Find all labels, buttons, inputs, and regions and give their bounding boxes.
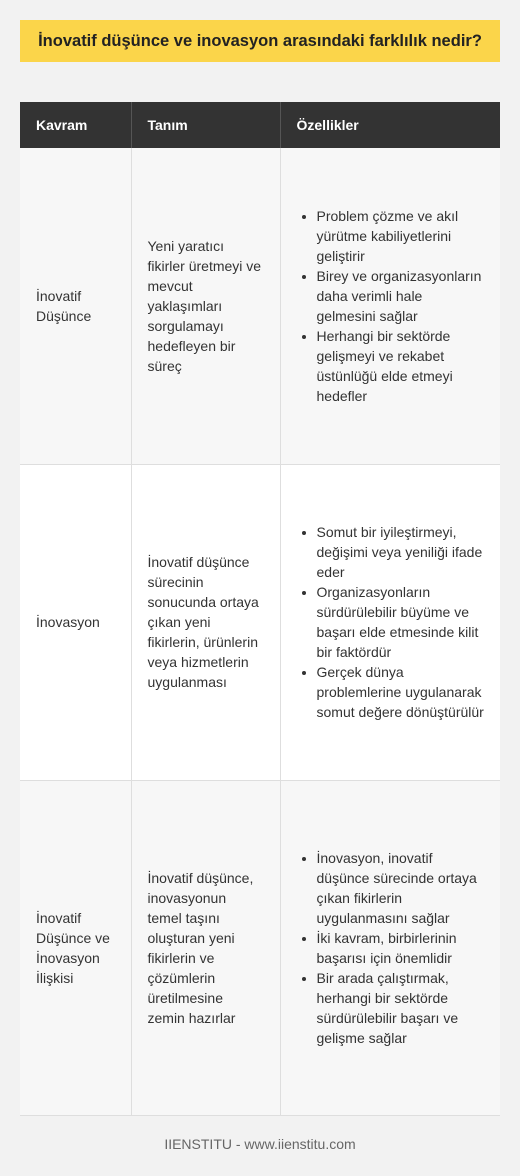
- features-cell: [280, 464, 500, 780]
- list-item: • Birey ve organizasyonların daha verimli hale gelmesini sağlar: [317, 266, 485, 326]
- definition-cell: Yeni yaratıcı fikirler üretmeyi ve mevcut yaklaşımları sorgulamayı hedefleyen bir süreç: [131, 148, 280, 464]
- header-tanim: Tanım: [131, 102, 280, 148]
- features-list: [297, 206, 485, 406]
- list-item: • İnovasyon, inovatif düşünce sürecinde ortaya çıkan fikirlerin uygulanmasını sağlar: [317, 848, 485, 928]
- list-item: • Herhangi bir sektörde gelişmeyi ve rekabet üstünlüğü elde etmeyi hedefler: [317, 326, 485, 406]
- header-kavram: Kavram: [20, 102, 131, 148]
- table-row: [20, 780, 500, 1115]
- features-list: [297, 848, 485, 1048]
- table-header-row: [20, 102, 500, 148]
- table-row: [20, 464, 500, 780]
- page-title: İnovatif düşünce ve inovasyon arasındaki farklılık nedir?: [38, 31, 482, 50]
- table-row: [20, 148, 500, 464]
- features-cell: [280, 148, 500, 464]
- concept-cell: İnovatif Düşünce ve İnovasyon İlişkisi: [20, 780, 131, 1115]
- header-ozellikler: Özellikler: [280, 102, 500, 148]
- footer-credit: IIENSTITU - www.iienstitu.com: [164, 1136, 356, 1152]
- list-item: • Somut bir iyileştirmeyi, değişimi veya yeniliği ifade eder: [317, 522, 485, 582]
- definition-cell: İnovatif düşünce, inovasyonun temel taşını oluşturan yeni fikirlerin ve çözümlerin üretilmesine zemin hazırlar: [131, 780, 280, 1115]
- list-item: • Gerçek dünya problemlerine uygulanarak somut değere dönüştürülür: [317, 662, 485, 722]
- comparison-table: [20, 102, 500, 1116]
- definition-cell: İnovatif düşünce sürecinin sonucunda ortaya çıkan yeni fikirlerin, ürünlerin veya hizmetlerin uygulanması: [131, 464, 280, 780]
- concept-cell: İnovatif Düşünce: [20, 148, 131, 464]
- features-list: [297, 522, 485, 722]
- concept-cell: İnovasyon: [20, 464, 131, 780]
- title-banner: [20, 20, 500, 62]
- list-item: • Bir arada çalıştırmak, herhangi bir sektörde sürdürülebilir başarı ve gelişme sağlar: [317, 968, 485, 1048]
- list-item: • İki kavram, birbirlerinin başarısı için önemlidir: [317, 928, 485, 968]
- list-item: • Problem çözme ve akıl yürütme kabiliyetlerini geliştirir: [317, 206, 485, 266]
- list-item: • Organizasyonların sürdürülebilir büyüme ve başarı elde etmesinde kilit bir faktördür: [317, 582, 485, 662]
- features-cell: [280, 780, 500, 1115]
